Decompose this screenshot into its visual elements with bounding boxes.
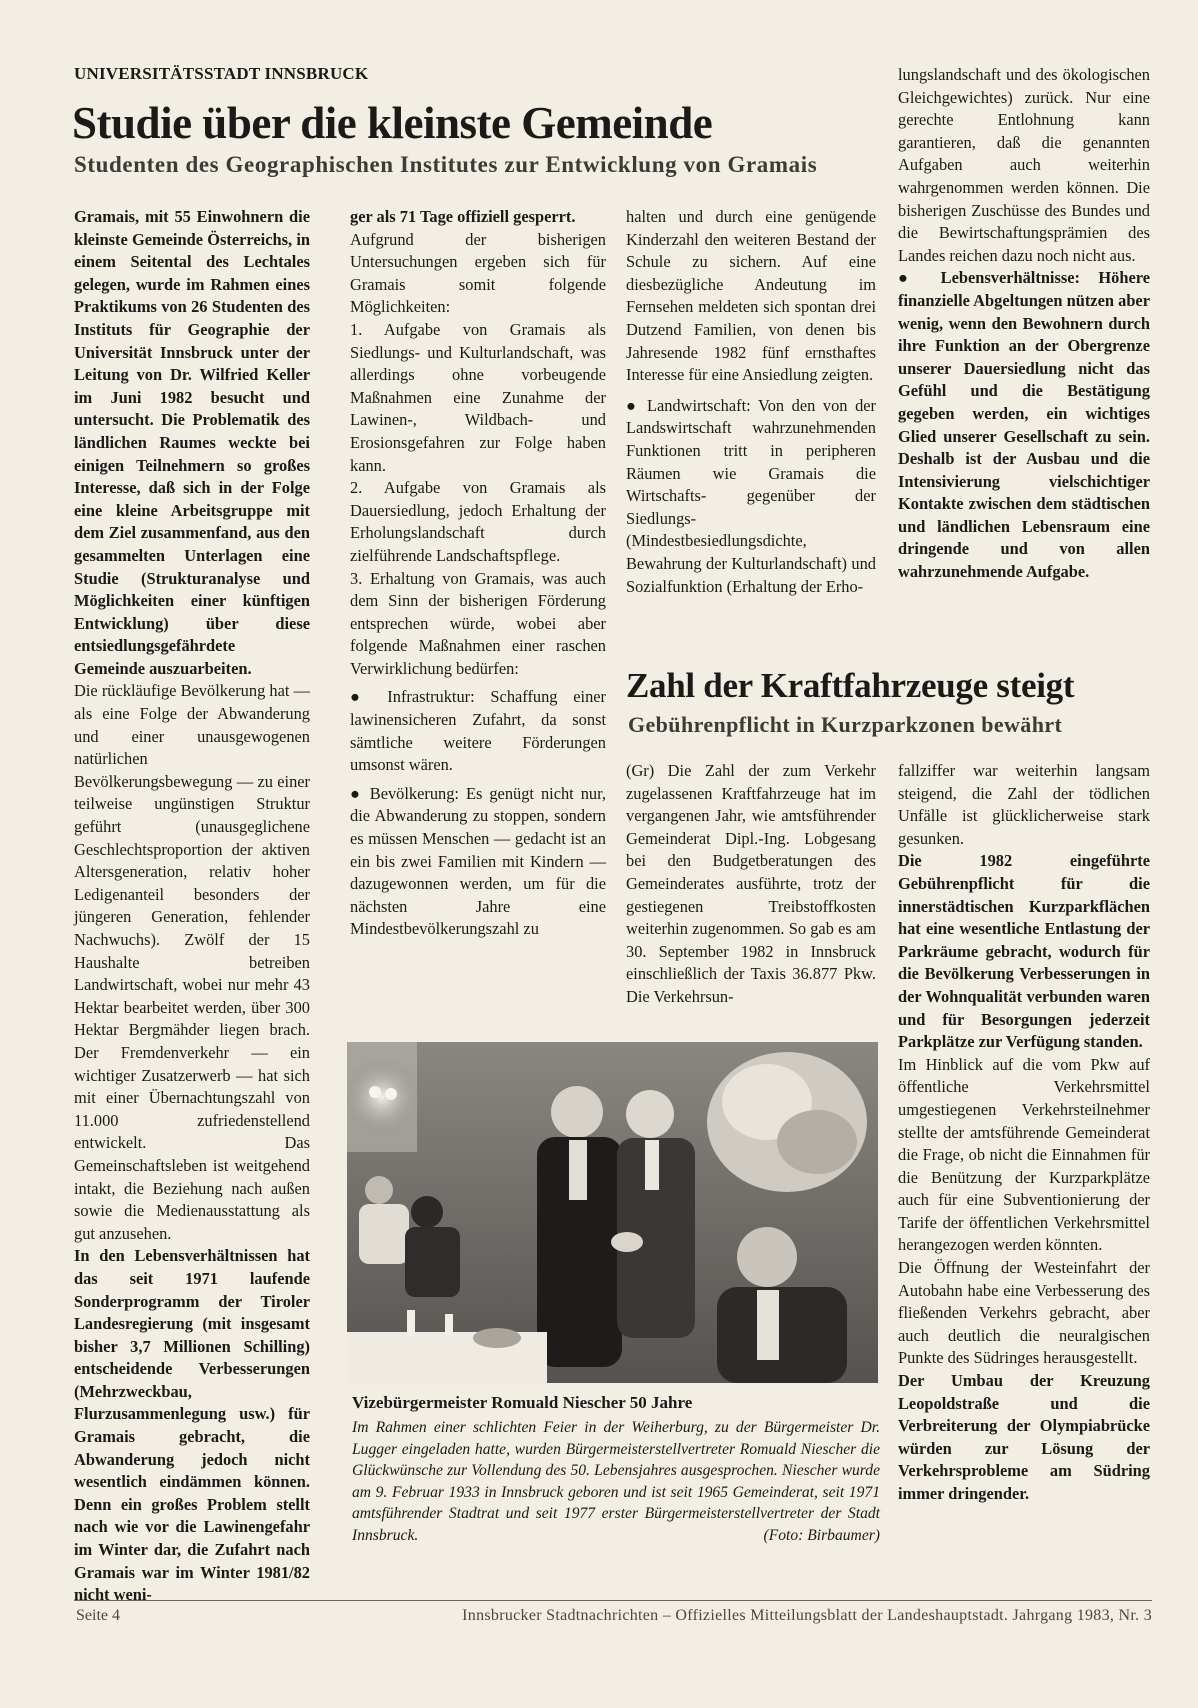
article1-paragraph: Aufgrund der bisherigen Untersuchungen ergeben sich für Gramais somit folgende Möglichkeiten: bbox=[350, 229, 606, 317]
article2-paragraph: Die 1982 eingeführte Gebührenpflicht für die innerstädtischen Kurzparkflächen hat eine wesentliche Entlastung der Parkräume gebracht, wodurch für die Bevölkerung Verbesserungen in der Wohnqualität verbunden waren und für Besorgungen jederzeit Parkplätze zur Verfügung standen. bbox=[898, 851, 1150, 1052]
bullet-infrastruktur: ● Infrastruktur: Schaffung einer lawinensicheren Zufahrt, da sonst sämtliche weitere Förderungen umsonst wären. bbox=[350, 687, 606, 775]
article1-headline: Studie über die kleinste Gemeinde bbox=[72, 98, 713, 148]
article1-paragraph: halten und durch eine genügende Kinderzahl den weiteren Bestand der Schule zu sichern. Auf eine diesbezügliche Andeutung im Fernsehen meldeten sich spontan drei Dutzend Familien, von denen bis Jahresende 1982 fünf ernsthaftes Interesse für eine Ansiedlung zeigten. bbox=[626, 207, 876, 385]
article2-paragraph: Die Öffnung der Westeinfahrt der Autobahn habe eine Verbesserung des fließenden Verkehrs gebracht, aber auch deutlich die neuralgischen Punkte des Südringes herausgestellt. bbox=[898, 1258, 1150, 1368]
article1-subhead: Studenten des Geographischen Institutes zur Entwicklung von Gramais bbox=[74, 152, 818, 177]
photo-caption-body bbox=[352, 1417, 880, 1546]
article2-column-1 bbox=[626, 760, 876, 1009]
page-number: Seite 4 bbox=[76, 1607, 120, 1624]
article2-subhead: Gebührenpflicht in Kurzparkzonen bewährt bbox=[628, 712, 1063, 737]
option-2-paragraph: 2. Aufgabe von Gramais als Dauersiedlung, jedoch Erhaltung der Erholungslandschaft durch zielführende Landschaftspflege. bbox=[350, 478, 606, 565]
article1-lead-paragraph: Gramais, mit 55 Einwohnern die kleinste Gemeinde Österreichs, in einem Seitental des Lechtales gelegen, wurde im Rahmen eines Praktikums von 26 Studenten des Instituts für Geographie der Universität Innsbruck unter der Leitung von Dr. Wilfried Keller im Juni 1982 besucht und untersucht. Die Problematik des ländlichen Raumes weckte bei einigen Teilnehmern so großes Interesse, daß sich in der Folge eine kleine Arbeitsgruppe mit dem Ziel zusammenfand, aus den gesammelten Unterlagen eine Studie (Strukturanalyse und Möglichkeiten einer künftigen Entwicklung) über diese entsiedlungsgefährdete Gemeinde auszuarbeiten. bbox=[74, 207, 310, 678]
article2-paragraph: (Gr) Die Zahl der zum Verkehr zugelassenen Kraftfahrzeuge hat im vergangenen Jahr, wie amtsführender Gemeinderat Dipl.-Ing. Lobgesang bei den Budgetberatungen des Gemeinderates ausführte, trotz der gestiegenen Treibstoffkosten weiterhin zugenommen. So gab es am 30. September 1982 in Innsbruck einschließlich der Taxis 36.877 Pkw. Die Verkehrsun- bbox=[626, 761, 876, 1006]
article1-column-4 bbox=[898, 64, 1150, 584]
bullet-landwirtschaft: ● Landwirtschaft: Von den von der Landswirtschaft wahrzunehmenden Funktionen tritt in peripheren Räumen wie Gramais die Wirtschafts- gegenüber der Siedlungs- (Mindestbesiedlungsdichte, Bewahrung der Kulturlandschaft) und Sozialfunktion (Erhaltung der Erho- bbox=[626, 395, 876, 596]
article2-column-2 bbox=[898, 760, 1150, 1506]
celebration-photo bbox=[347, 1042, 878, 1383]
bullet-lebensverhaeltnisse: ● Lebensverhältnisse: Höhere finanzielle Abgeltungen nützen aber wenig, wenn den Bewohnern durch ihre Funktion an der Obergrenze unserer Dauersiedlung nicht das Gefühl und die Bestätigung gegeben werden, ein wichtiges Glied unserer Gesellschaft zu sein. Deshalb ist der Ausbau und die Intensivierung vielschichtiger Kontakte zwischen dem städtischen und ländlichen Lebensraum eine dringende und von allen wahrzunehmende Aufgabe. bbox=[898, 268, 1150, 582]
article1-paragraph: lungslandschaft und des ökologischen Gleichgewichtes) zurück. Nur eine gerechte Entlohnung kann garantieren, daß die genannten Aufgaben auch weiterhin wahrgenommen werden können. Die bisherigen Zuschüsse des Bundes und die Bewirtschaftungsprämien des Landes reichen dazu noch nicht aus. bbox=[898, 65, 1150, 265]
article2-paragraph: Der Umbau der Kreuzung Leopoldstraße und die Verbreiterung der Olympiabrücke würden zur Lösung der Verkehrsprobleme am Südring immer dringender. bbox=[898, 1371, 1150, 1503]
caption-text: Im Rahmen einer schlichten Feier in der Weiherburg, zu der Bürgermeister Dr. Lugger eingeladen hatte, wurden Bürgermeisterstellvertreter Romuald Niescher die Glückwünsche zur Vollendung des 50. Lebensjahres ausgesprochen. Niescher wurde am 9. Februar 1933 in Innsbruck geboren und ist seit 1965 Gemeinderat, seit 1971 amtsführender Stadtrat und seit 1977 erster Bürgermeisterstellvertreter der Stadt Innsbruck. bbox=[352, 1419, 880, 1544]
photo-caption-title: Vizebürgermeister Romuald Niescher 50 Jahre bbox=[352, 1393, 693, 1412]
article1-paragraph: In den Lebensverhältnissen hat das seit 1971 laufende Sonderprogramm der Tiroler Landesregierung (mit insgesamt bisher 3,7 Millionen Schilling) entscheidende Verbesserungen (Mehrzweckbau, Flurzusammenlegung usw.) für Gramais gebracht, die Abwanderung jedoch nicht wesentlich eindämmen können. Denn ein großes Problem stellt nach wie vor die Lawinengefahr im Winter dar, die Zufahrt nach Gramais war im Winter 1981/82 nicht weni- bbox=[74, 1246, 310, 1605]
photo-illustration bbox=[347, 1042, 878, 1383]
article1-paragraph: ger als 71 Tage offiziell gesperrt. bbox=[350, 207, 576, 226]
article1-paragraph: Die rückläufige Bevölkerung hat — als eine Folge der Abwanderung und einer unausgewogenen natürlichen Bevölkerungsbewegung — zu einer teilweise ungünstigen Struktur geführt (unausgeglichene Geschlechtsproportion der aktiven Altersgeneration, relativ hoher Ledigenanteil besonders der jüngeren Generation, fehlender Nachwuchs). Zwölf der 15 Haushalte betreiben Landwirtschaft, wobei nur mehr 43 Hektar bearbeitet werden, über 300 Hektar Bergmähder liegen brach. Der Fremdenverkehr — ein wichtiger Zusatzerwerb — hat sich mit einer Übernachtungszahl von 11.000 zufriedenstellend entwickelt. Das Gemeinschaftsleben ist weitgehend intakt, die Beziehung nach außen sowie die Medienausstattung als gut anzusehen. bbox=[74, 681, 310, 1243]
article1-column-3 bbox=[626, 206, 876, 598]
article2-paragraph: Im Hinblick auf die vom Pkw auf öffentliche Verkehrsmittel umgestiegenen Verkehrsteilnehmer stellte der amtsführende Gemeinderat die Frage, ob nicht die Einnahmen für die Benützung der Kurzparkplätze auch für eine Subventionierung der Tarife der öffentlichen Verkehrsmittel herangezogen werden könnten. bbox=[898, 1054, 1150, 1255]
photo-credit: (Foto: Birbaumer) bbox=[763, 1526, 880, 1544]
footer-divider bbox=[74, 1600, 1152, 1601]
article2-paragraph: fallziffer war weiterhin langsam steigend, die Zahl der tödlichen Unfälle ist glücklicherweise stark gesunken. bbox=[898, 761, 1150, 848]
article1-column-1 bbox=[74, 206, 310, 1607]
option-1-paragraph: 1. Aufgabe von Gramais als Siedlungs- und Kulturlandschaft, was allerdings ohne vorbeugende Maßnahmen eine Zunahme der Lawinen-, Wildbach- und Erosionsgefahren zur Folge haben kann. bbox=[350, 319, 606, 475]
publication-info: Innsbrucker Stadtnachrichten – Offizielles Mitteilungsblatt der Landeshauptstadt. Jahrgang 1983, Nr. 3 bbox=[462, 1607, 1152, 1624]
bullet-bevoelkerung: ● Bevölkerung: Es genügt nicht nur, die Abwanderung zu stoppen, sondern es müssen Menschen — gedacht ist an ein bis zwei Familien mit Kindern — dazugewonnen werden, um für die nächsten Jahre eine Mindestbevölkerungszahl zu bbox=[350, 783, 606, 939]
option-3-paragraph: 3. Erhaltung von Gramais, was auch dem Sinn der bisherigen Förderung entsprechen würde, wobei aber folgende Maßnahmen einer raschen Verwirklichung bedürfen: bbox=[350, 568, 606, 678]
article2-headline: Zahl der Kraftfahrzeuge steigt bbox=[626, 666, 1075, 705]
section-kicker: UNIVERSITÄTSSTADT INNSBRUCK bbox=[74, 64, 369, 83]
article1-column-2 bbox=[350, 206, 606, 941]
